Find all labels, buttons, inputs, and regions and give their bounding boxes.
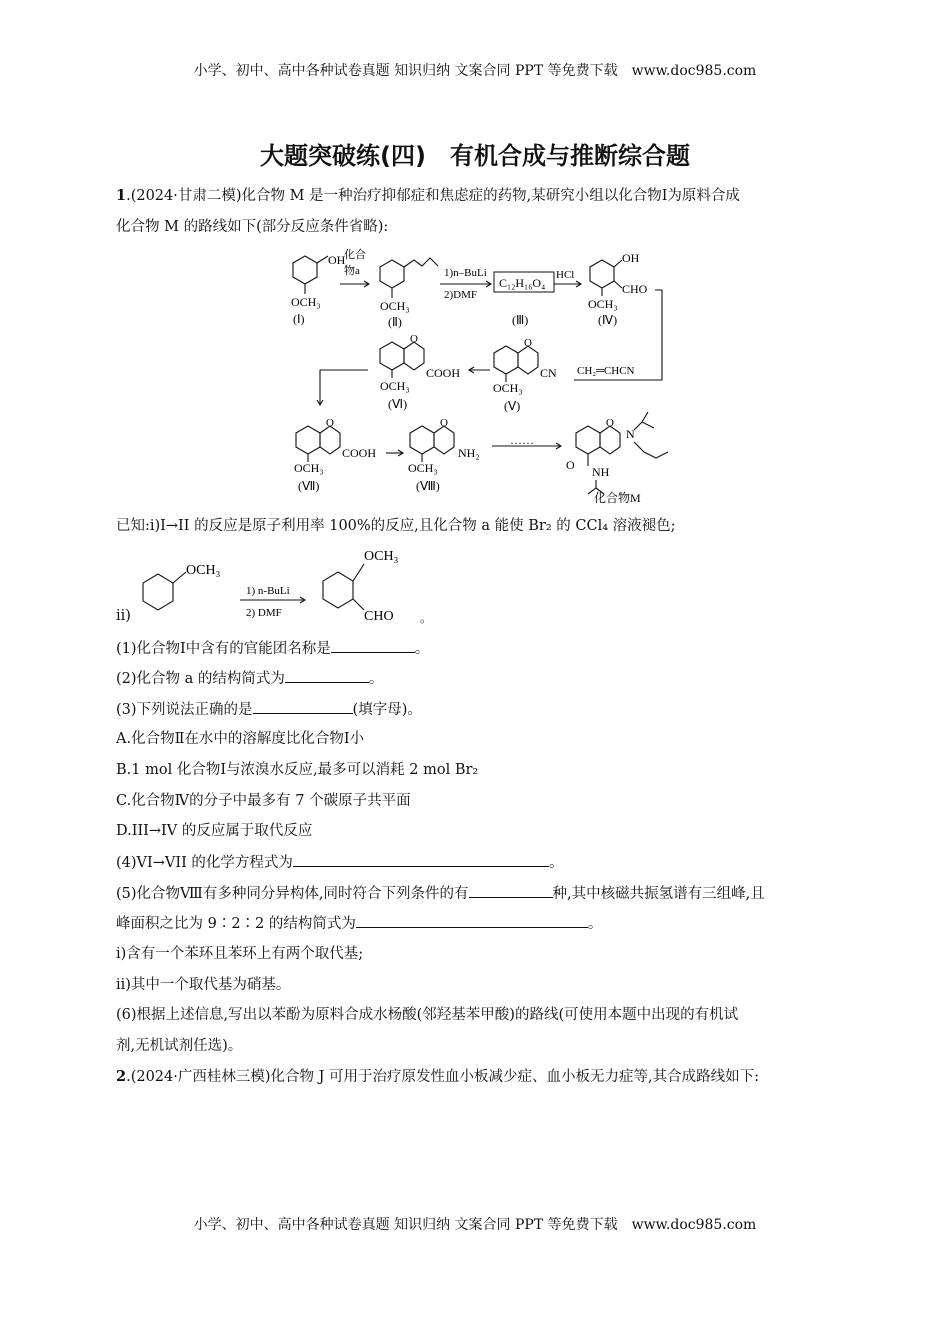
- answer-blank-2[interactable]: [285, 668, 369, 683]
- formula-III: C₁₂H₁₆O₄: [499, 276, 546, 290]
- och3-label: OCH₃: [408, 461, 438, 475]
- known-ii-scheme: [128, 542, 438, 630]
- label-IV: (Ⅳ): [598, 313, 618, 327]
- o-label: O: [524, 337, 532, 349]
- q1-condition-ii: ii)其中一个取代基为硝基。: [116, 977, 291, 993]
- reagent-a-2: 物a: [344, 265, 360, 277]
- step-a: 1) n-BuLi: [246, 585, 290, 597]
- q1-sub3: (3)下列说法正确的是 (填字母)。: [116, 699, 836, 720]
- och3-label: OCH₃: [291, 295, 321, 309]
- known-ii-end: 。: [420, 611, 433, 625]
- o-label: O: [440, 417, 448, 429]
- och3-label: OCH₃: [364, 549, 399, 564]
- compound-I: [291, 253, 346, 326]
- q1-option-d: D.III→IV 的反应属于取代反应: [116, 823, 313, 839]
- q1-sub2: (2)化合物 a 的结构简式为 。: [116, 668, 836, 689]
- compound-VII: [294, 417, 376, 493]
- q1-known-i: 已知:i)I→II 的反应是原子利用率 100%的反应,且化合物 a 能使 Br₂ 的 CCl₄ 溶液褪色;: [116, 518, 676, 534]
- q1-sub6-line2: 剂,无机试剂任选)。: [116, 1038, 243, 1054]
- o-label: O: [566, 458, 575, 472]
- q1-condition-i: i)含有一个苯环且苯环上有两个取代基;: [116, 946, 364, 962]
- n-label: N: [626, 427, 635, 441]
- answer-blank-4[interactable]: [293, 852, 549, 867]
- o-label: O: [410, 333, 418, 345]
- step-3b: 2)DMF: [444, 289, 478, 301]
- product-M-label: 化合物M: [594, 491, 641, 505]
- q1-option-c: C.化合物Ⅳ的分子中最多有 7 个碳原子共平面: [116, 793, 411, 809]
- page-title: 大题突破练(四) 有机合成与推断综合题: [260, 142, 690, 170]
- cn-label: CN: [540, 366, 557, 380]
- cooh-label: COOH: [342, 446, 377, 460]
- label-VII: (Ⅶ): [298, 479, 320, 493]
- q1-sub5-line2: 峰面积之比为 9∶2∶2 的结构简式为 。: [116, 913, 836, 934]
- q2-line1: [116, 1067, 836, 1087]
- q1-option-b: B.1 mol 化合物Ⅰ与浓溴水反应,最多可以消耗 2 mol Br₂: [116, 762, 479, 778]
- compound-II: [380, 258, 438, 329]
- q1-line2: 化合物 M 的路线如下(部分反应条件省略):: [116, 219, 389, 235]
- och3-label: OCH₃: [380, 379, 410, 393]
- step-b: 2) DMF: [246, 607, 282, 619]
- known-ii-label: ii): [116, 608, 131, 624]
- answer-blank-3[interactable]: [253, 699, 353, 714]
- oh-label: OH: [622, 251, 640, 265]
- page-footer: 小学、初中、高中各种试卷真题 知识归纳 文案合同 PPT 等免费下载 www.doc985.com: [193, 1217, 757, 1233]
- och3-label: OCH₃: [186, 563, 221, 578]
- dots-label: ……: [510, 433, 534, 447]
- reagent-a-1: 化合: [344, 249, 366, 261]
- q1-option-a: A.化合物Ⅱ在水中的溶解度比化合物Ⅰ小: [116, 731, 365, 747]
- label-II: (Ⅱ): [388, 315, 402, 329]
- synthesis-scheme: [270, 246, 690, 508]
- label-III: (Ⅲ): [512, 313, 529, 327]
- nh2-label: NH₂: [458, 446, 480, 460]
- q1-number: 1: [116, 187, 127, 204]
- compound-VI: [380, 333, 460, 411]
- q2-text: .(2024·广西桂林三模)化合物 J 可用于治疗原发性血小板减少症、血小板无力症等,其合成路线如下:: [126, 1069, 760, 1085]
- step-3a: 1)n–BuLi: [444, 267, 487, 279]
- q2-number: 2: [116, 1068, 127, 1085]
- q1-sub5-line1: (5)化合物Ⅷ有多种同分异构体,同时符合下列条件的有 种,其中核磁共振氢谱有三组峰,且: [116, 883, 836, 904]
- och3-label: OCH₃: [294, 461, 324, 475]
- q1-sub1: (1)化合物Ⅰ中含有的官能团名称是 。: [116, 638, 836, 659]
- answer-blank-5a[interactable]: [469, 883, 553, 898]
- compound-M: [566, 412, 668, 505]
- compound-IV: [588, 251, 648, 327]
- answer-blank-5b[interactable]: [356, 913, 588, 928]
- acrylonitrile-label: CH₂═CHCN: [577, 365, 635, 377]
- cho-label: CHO: [622, 282, 648, 296]
- cooh-label: COOH: [426, 366, 461, 380]
- page-header: 小学、初中、高中各种试卷真题 知识归纳 文案合同 PPT 等免费下载 www.doc985.com: [193, 63, 757, 79]
- compound-VIII: [408, 417, 480, 493]
- compound-V: [493, 337, 557, 413]
- q1-sub6-line1: (6)根据上述信息,写出以苯酚为原料合成水杨酸(邻羟基苯甲酸)的路线(可使用本题中出现的有机试: [116, 1007, 739, 1023]
- o-label: O: [326, 417, 334, 429]
- q1-sub4: (4)VI→VII 的化学方程式为 。: [116, 852, 836, 873]
- och3-label: OCH₃: [380, 299, 410, 313]
- o-label: O: [606, 417, 614, 429]
- answer-blank-1[interactable]: [331, 638, 415, 653]
- cho-label: CHO: [364, 609, 394, 624]
- och3-label: OCH₃: [493, 381, 523, 395]
- oh-label: OH: [328, 253, 346, 267]
- och3-label: OCH₃: [588, 297, 618, 311]
- label-V: (Ⅴ): [504, 399, 521, 413]
- label-I: (Ⅰ): [293, 312, 305, 326]
- q1-text: .(2024·甘肃二模)化合物 M 是一种治疗抑郁症和焦虑症的药物,某研究小组以化合物Ⅰ为原料合成: [126, 188, 740, 204]
- q1-line1: [116, 186, 836, 206]
- label-VIII: (Ⅷ): [416, 479, 440, 493]
- hcl-label: HCl: [556, 269, 575, 281]
- label-VI: (Ⅵ): [388, 397, 408, 411]
- nh-label: NH: [592, 465, 610, 479]
